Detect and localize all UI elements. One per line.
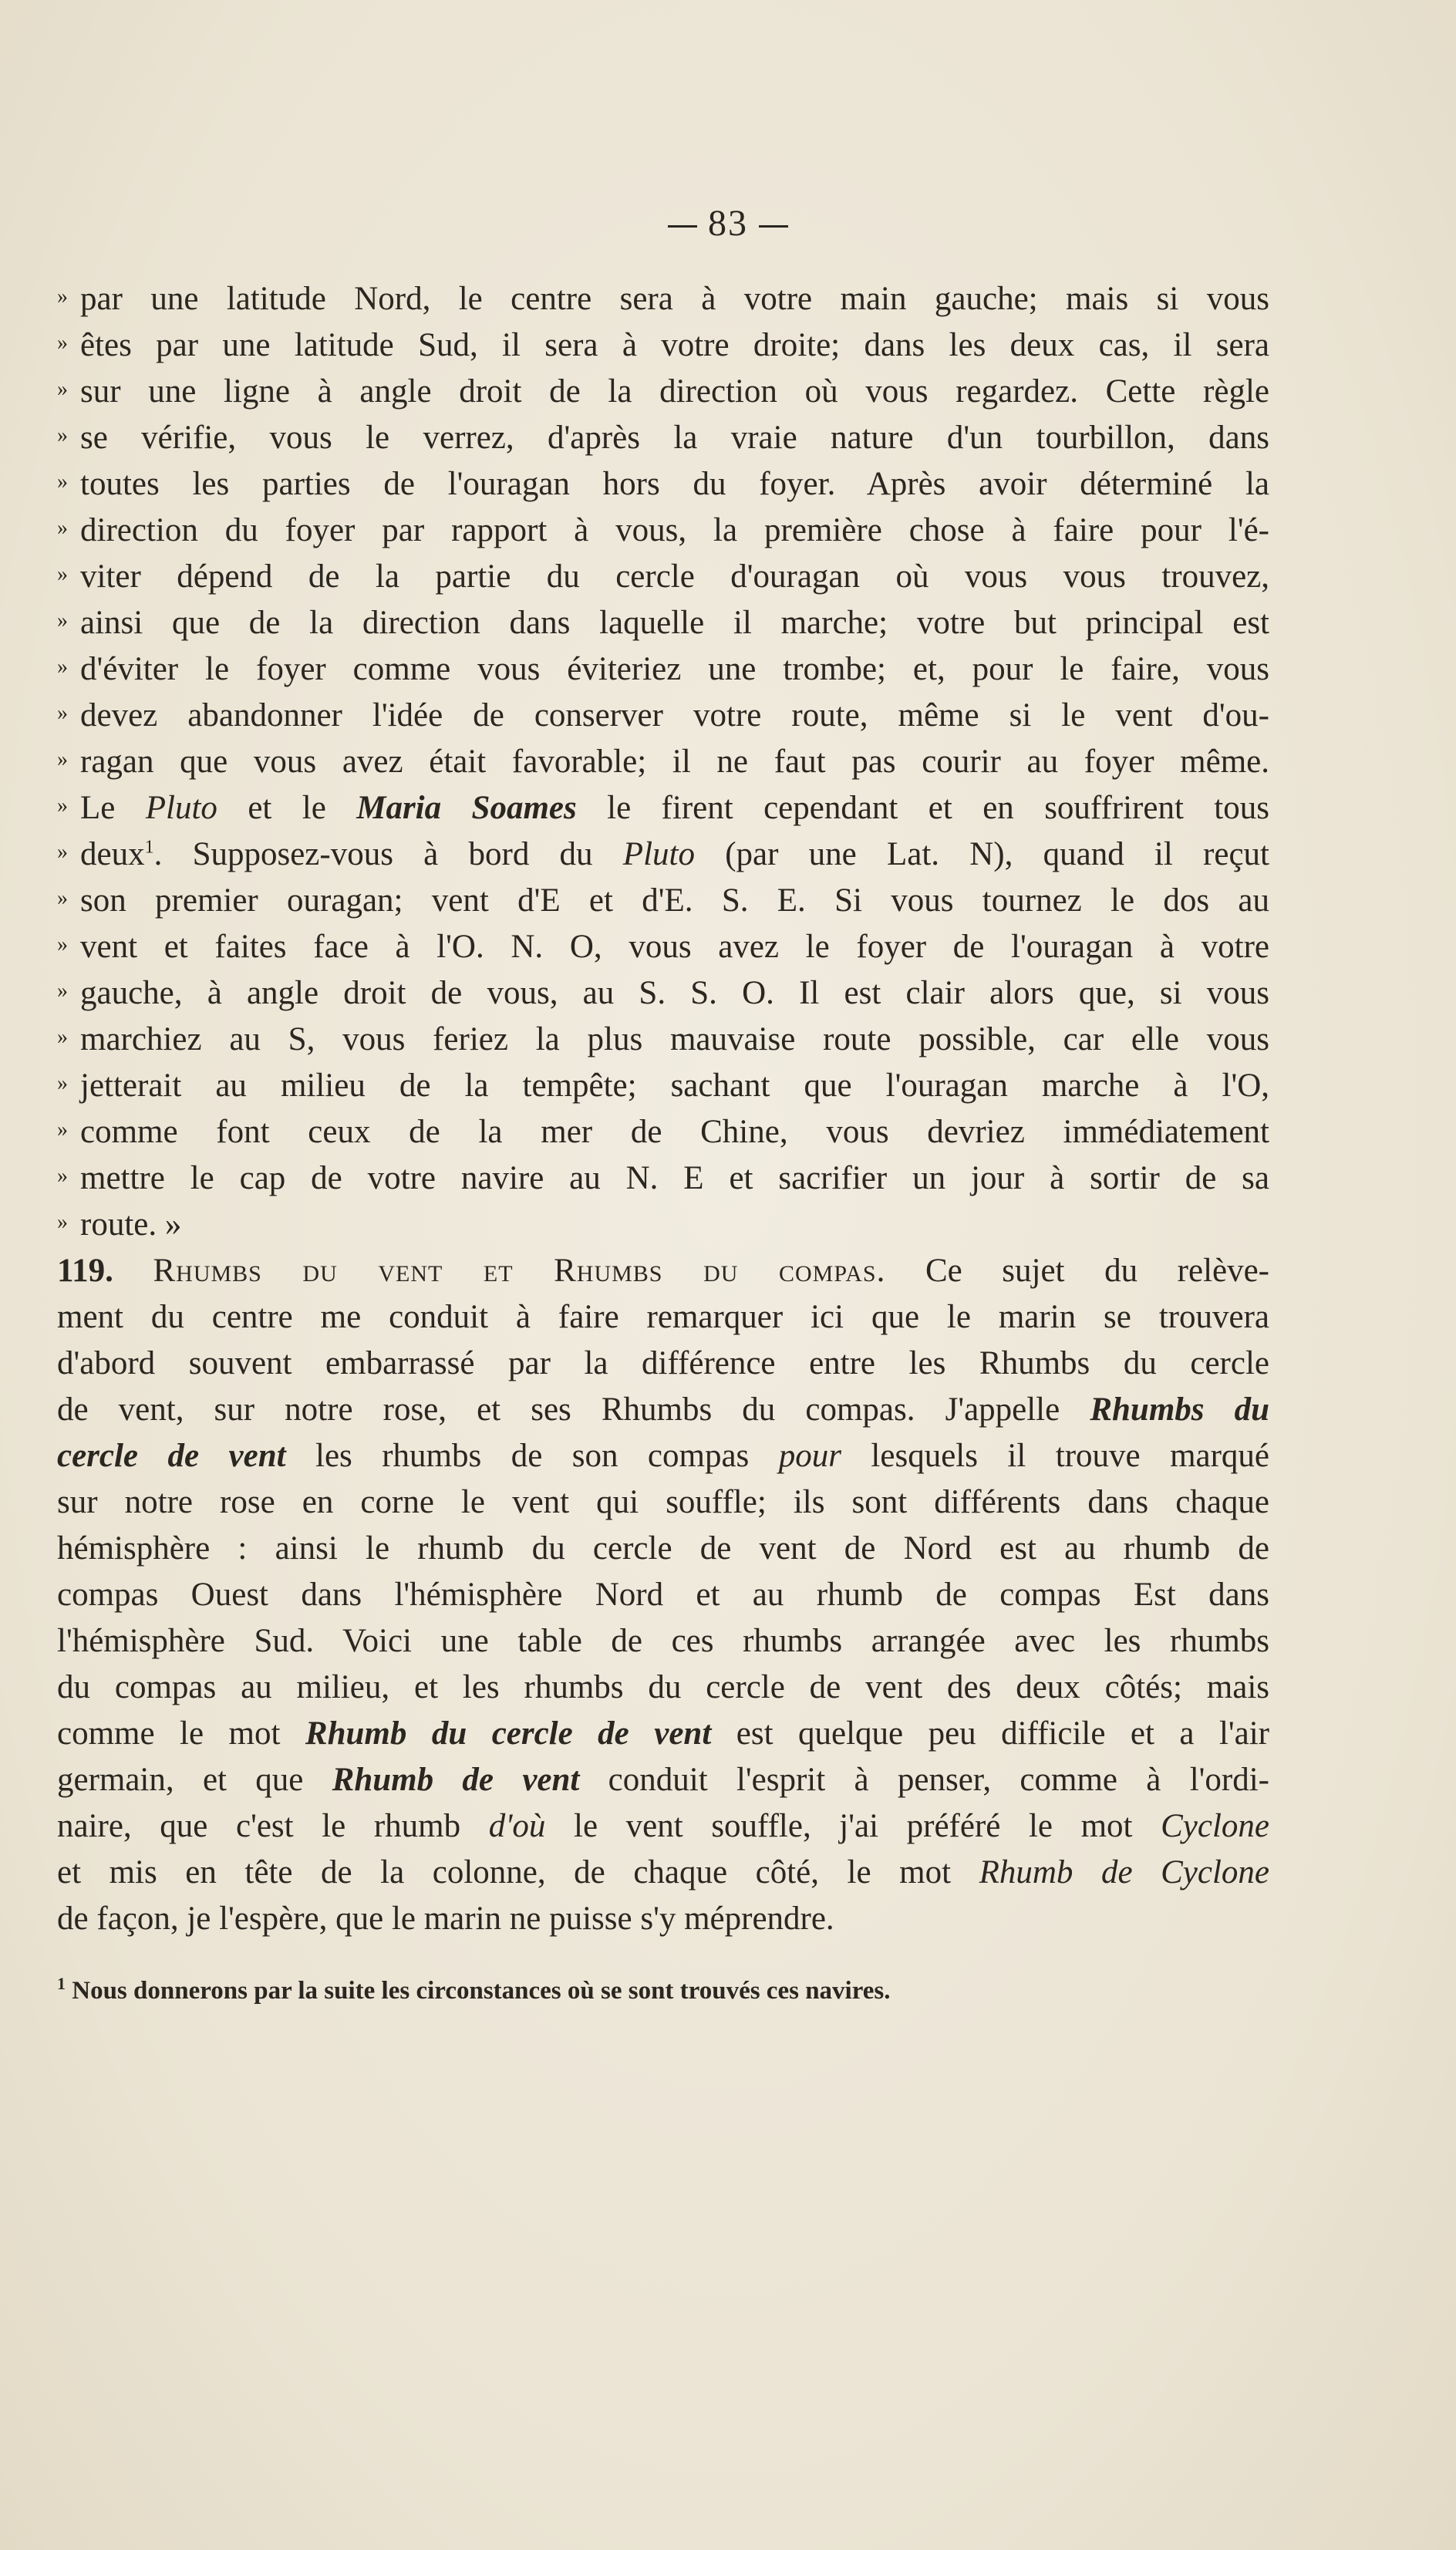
- term-cercle-de-vent: cercle de vent: [57, 1438, 286, 1474]
- text-line: »son premier ouragan; vent d'E et d'E. S. E. Si vous tournez le dos au: [57, 878, 1269, 924]
- page-number-dash-right: [759, 225, 788, 228]
- quote-mark: »: [57, 516, 68, 540]
- term-rhumb-du-cercle-de-vent: Rhumb du cercle de vent: [305, 1715, 712, 1752]
- quote-mark: »: [57, 979, 68, 1003]
- text-line: »marchiez au S, vous feriez la plus mauvaise route possible, car elle vous: [57, 1017, 1269, 1063]
- term-rhumbs-du: Rhumbs du: [1090, 1391, 1270, 1428]
- text-line: compas Ouest dans l'hémisphère Nord et au rhumb de compas Est dans: [57, 1577, 1269, 1613]
- quote-mark: »: [57, 1025, 68, 1049]
- text-line: ment du centre me conduit à faire remarquer ici que le marin se trouvera: [57, 1299, 1269, 1335]
- quote-mark: »: [57, 747, 68, 771]
- text-line: et mis en tête de la colonne, de chaque côté, le mot Rhumb de Cyclone: [57, 1854, 1269, 1891]
- text-line: »viter dépend de la partie du cercle d'ouragan où vous vous trouvez,: [57, 554, 1269, 600]
- text-line: »mettre le cap de votre navire au N. E et sacrifier un jour à sortir de sa: [57, 1155, 1269, 1202]
- quote-mark: »: [57, 1118, 68, 1142]
- section-number: 119.: [57, 1253, 113, 1289]
- text-line: »êtes par une latitude Sud, il sera à votre droite; dans les deux cas, il sera: [57, 322, 1269, 369]
- quote-mark: »: [57, 1210, 68, 1234]
- quote-mark: »: [57, 1164, 68, 1188]
- text-line: »ainsi que de la direction dans laquelle il marche; votre but principal est: [57, 600, 1269, 646]
- text-line: »direction du foyer par rapport à vous, la première chose à faire pour l'é-: [57, 508, 1269, 554]
- text-line: »route. »: [57, 1202, 1269, 1248]
- text-line: »comme font ceux de la mer de Chine, vous devriez immédiatement: [57, 1109, 1269, 1155]
- text-line: »Le Pluto et le Maria Soames le firent cependant et en souffrirent tous: [57, 785, 1269, 831]
- quote-mark: »: [57, 933, 68, 956]
- quote-mark: »: [57, 701, 68, 725]
- term-cyclone: Cyclone: [1161, 1808, 1269, 1844]
- footnote-mark: 1: [57, 1974, 66, 1993]
- footnote-ref: 1: [144, 837, 154, 858]
- text-line: »gauche, à angle droit de vous, au S. S. O. Il est clair alors que, si vous: [57, 970, 1269, 1017]
- text-line: comme le mot Rhumb du cercle de vent est quelque peu difficile et a l'air: [57, 1715, 1269, 1752]
- text-line: cercle de vent les rhumbs de son compas pour lesquels il trouve marqué: [57, 1438, 1270, 1474]
- text-line: »par une latitude Nord, le centre sera à votre main gauche; mais si vous: [57, 276, 1269, 322]
- text-line: de façon, je l'espère, que le marin ne puisse s'y méprendre.: [57, 1901, 834, 1937]
- quote-mark: »: [57, 1071, 68, 1095]
- term-rhumb-de-cyclone: Rhumb de Cyclone: [979, 1854, 1269, 1891]
- text-line: »sur une ligne à angle droit de la direction où vous regardez. Cette règle: [57, 369, 1269, 415]
- quote-mark: »: [57, 285, 68, 309]
- page-number-dash-left: [668, 225, 697, 228]
- section-heading: Rhumbs du vent et Rhumbs du compas.: [153, 1253, 886, 1289]
- quote-mark: »: [57, 423, 68, 447]
- quote-mark: »: [57, 794, 68, 818]
- quote-mark: »: [57, 331, 68, 355]
- body-text: [57, 276, 1269, 1942]
- text-line: »devez abandonner l'idée de conserver votre route, même si le vent d'ou-: [57, 693, 1269, 739]
- term-rhumb-de-vent: Rhumb de vent: [332, 1762, 580, 1798]
- text-line: de vent, sur notre rose, et ses Rhumbs du compas. J'appelle Rhumbs du: [57, 1391, 1270, 1428]
- text-line: hémisphère : ainsi le rhumb du cercle de vent de Nord est au rhumb de: [57, 1530, 1269, 1567]
- quote-mark: »: [57, 886, 68, 910]
- quote-mark: »: [57, 840, 68, 864]
- text-line: sur notre rose en corne le vent qui souffle; ils sont différents dans chaque: [57, 1484, 1269, 1520]
- text-line: »toutes les parties de l'ouragan hors du foyer. Après avoir déterminé la: [57, 461, 1269, 508]
- text-line: »ragan que vous avez était favorable; il ne faut pas courir au foyer même.: [57, 739, 1269, 785]
- text-line: du compas au milieu, et les rhumbs du cercle de vent des deux côtés; mais: [57, 1669, 1269, 1705]
- section-heading-line: 119. Rhumbs du vent et Rhumbs du compas. Ce sujet du relève-: [57, 1253, 1270, 1289]
- text-line: »se vérifie, vous le verrez, d'après la vraie nature d'un tourbillon, dans: [57, 415, 1269, 461]
- text-line: »deux$^1$. Supposez-vous à bord du Pluto (par une Lat. N), quand il reçut: [57, 831, 1269, 878]
- quote-mark: »: [57, 562, 68, 586]
- ship-name-pluto: Pluto: [145, 790, 217, 826]
- text-line: »jetterait au milieu de la tempête; sachant que l'ouragan marche à l'O,: [57, 1063, 1269, 1109]
- text-line: d'abord souvent embarrassé par la différence entre les Rhumbs du cercle: [57, 1345, 1269, 1381]
- text-line: »vent et faites face à l'O. N. O, vous avez le foyer de l'ouragan à votre: [57, 924, 1269, 970]
- term-pour: pour: [778, 1438, 841, 1474]
- footnote: $^1$ Nous donnerons par la suite les circonstances où se sont trouvés ces navires.: [57, 1974, 891, 2005]
- text-line: l'hémisphère Sud. Voici une table de ces rhumbs arrangée avec les rhumbs: [57, 1623, 1269, 1659]
- ship-name-pluto: Pluto: [622, 836, 695, 872]
- term-dou: d'où: [488, 1808, 546, 1844]
- quote-mark: »: [57, 470, 68, 494]
- quote-mark: »: [57, 655, 68, 679]
- page-number: 83: [0, 202, 1456, 245]
- text-line: germain, et que Rhumb de vent conduit l'esprit à penser, comme à l'ordi-: [57, 1762, 1269, 1798]
- quote-mark: »: [57, 609, 68, 632]
- text-line: »d'éviter le foyer comme vous éviteriez une trombe; et, pour le faire, vous: [57, 646, 1269, 693]
- text-line: naire, que c'est le rhumb d'où le vent souffle, j'ai préféré le mot Cyclone: [57, 1808, 1269, 1844]
- quote-mark: »: [57, 377, 68, 401]
- ship-name-maria-soames: Maria Soames: [356, 790, 577, 826]
